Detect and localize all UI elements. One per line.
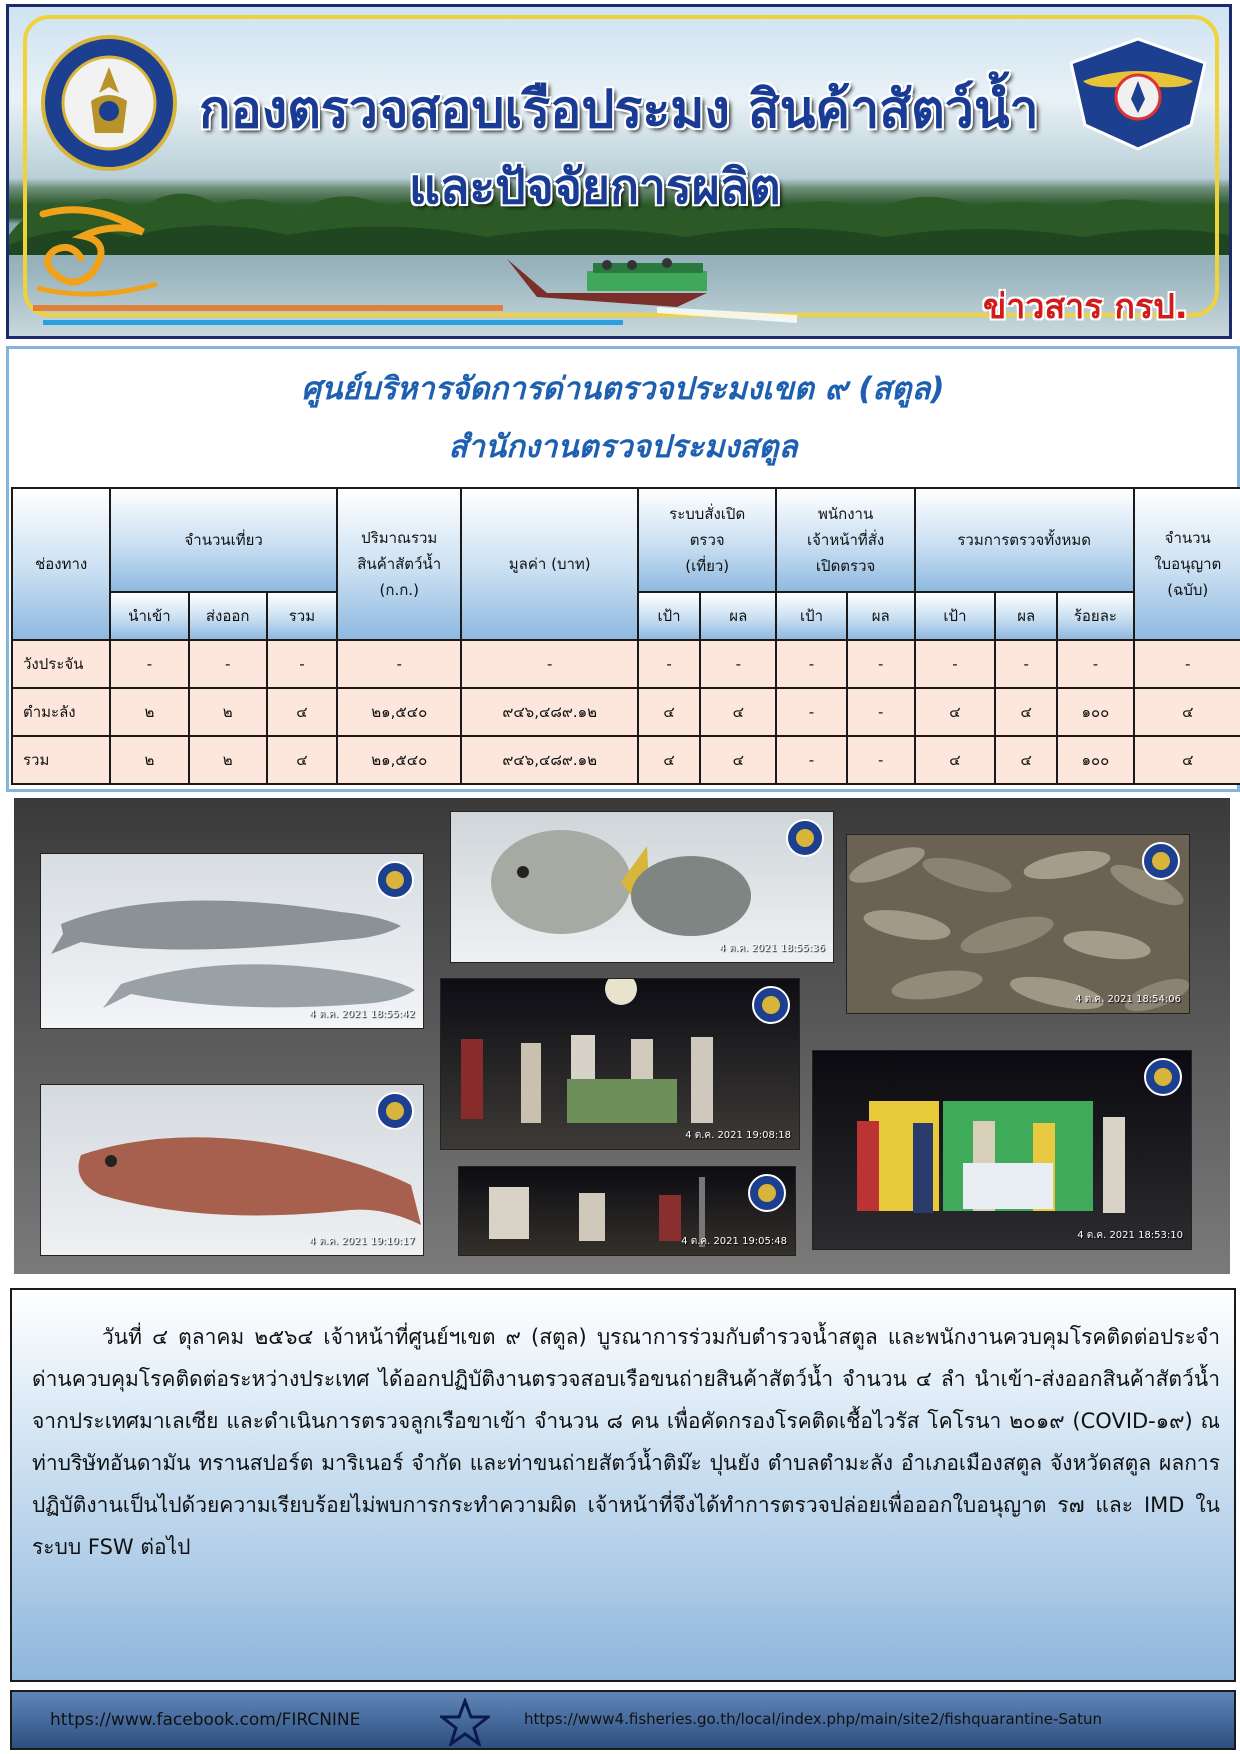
table-cell: - xyxy=(461,640,638,688)
table-cell: - xyxy=(638,640,700,688)
header-all-result: ผล xyxy=(995,592,1057,640)
facebook-link[interactable]: https://www.facebook.com/FIRCNINE xyxy=(50,1710,361,1730)
blue-stripe xyxy=(43,320,623,325)
photo-night-inspection-team xyxy=(440,978,800,1150)
news-label: ข่าวสาร กรป. xyxy=(983,287,1188,327)
table-cell: ๔ xyxy=(1134,736,1240,784)
photo-timestamp: 4 ต.ค. 2021 19:08:18 xyxy=(685,1130,791,1141)
header-trips-total: รวม xyxy=(267,592,337,640)
section-title-line1: ศูนย์บริหารจัดการด่านตรวจประมงเขต ๙ (สตูล) xyxy=(301,371,945,407)
team-image xyxy=(441,979,800,1150)
header-trips-out: ส่งออก xyxy=(189,592,267,640)
table-cell: ๙๔๖,๔๘๙.๑๒ xyxy=(461,736,638,784)
table-cell: - xyxy=(776,688,846,736)
orange-stripe xyxy=(33,305,503,311)
news-paragraph: วันที่ ๔ ตุลาคม ๒๕๖๔ เจ้าหน้าที่ศูนย์ฯเขต ๙ (สตูล) บูรณาการร่วมกับตำรวจน้ำสตูล และพนักงานควบคุมโรคติดต่อประจำด่านควบคุมโรคติดต่อระหว่างประเทศ ได้ออกปฏิบัติงานตรวจสอบเรือขนถ่ายสินค้าสัตว์น้ำ จำนวน ๔ ลำ นำเข้า-ส่งออกสินค้าสัตว์น้ำจากประเทศมาเลเซีย และดำเนินการตรวจลูกเรือขาเข้า จำนวน ๘ คน เพื่อคัดกรองโรคติดเชื้อไวรัส โคโรนา ๒๐๑๙ (COVID-๑๙) ณ ท่าบริษัทอันดามัน ทรานสปอร์ต มาริเนอร์ จำกัด และท่าขนถ่ายสัตว์น้ำติม๊ะ ปุนยัง ตำบลตำมะลัง อำเภอเมืองสตูล จังหวัดสตูล ผลการปฏิบัติงานเป็นไปด้วยความเรียบร้อยไม่พบการกระทำความผิด เจ้าหน้าที่จึงได้ทำการตรวจปล่อยเพื่อออกใบอนุญาต ร๗ และ IMD ในระบบ FSW ต่อไป xyxy=(32,1325,1220,1559)
header-banner xyxy=(6,4,1232,339)
fishery-inspection-badge-icon xyxy=(1063,33,1213,153)
photo-timestamp: 4 ต.ค. 2021 18:55:36 xyxy=(719,943,825,954)
fisheries-logo-icon xyxy=(747,1173,787,1213)
photo-timestamp: 4 ต.ค. 2021 19:10:17 xyxy=(309,1236,415,1247)
header-trips-in: นำเข้า xyxy=(110,592,188,640)
banner-title-line2: และปัจจัยการผลิต xyxy=(409,159,781,215)
statistics-section xyxy=(6,346,1240,792)
photo-pomfret-fish xyxy=(450,811,834,963)
header-channel: ช่องทาง xyxy=(12,488,110,640)
table-cell: ๔ xyxy=(995,736,1057,784)
table-cell: รวม xyxy=(12,736,110,784)
table-cell: - xyxy=(995,640,1057,688)
photo-red-fish xyxy=(40,1084,424,1256)
fisheries-logo-icon xyxy=(1143,1057,1183,1097)
photo-fish-pile xyxy=(846,834,1190,1014)
table-cell: - xyxy=(700,640,776,688)
header-order-result: ผล xyxy=(700,592,776,640)
table-cell: - xyxy=(847,688,915,736)
fish-image xyxy=(41,854,424,1029)
table-cell: ๔ xyxy=(995,688,1057,736)
table-row xyxy=(12,640,1240,688)
table-cell: - xyxy=(847,640,915,688)
table-cell: - xyxy=(776,640,846,688)
inspection-statistics-table xyxy=(11,487,1240,785)
section-title-line2: สำนักงานตรวจประมงสตูล xyxy=(448,429,798,465)
table-cell: ๒๑,๕๔๐ xyxy=(337,688,461,736)
table-cell: - xyxy=(776,736,846,784)
photo-team-with-crates xyxy=(812,1050,1192,1250)
photo-night-port xyxy=(458,1166,796,1256)
header-all-percent: ร้อยละ xyxy=(1057,592,1133,640)
patrol-boat-image xyxy=(507,253,797,323)
table-cell: - xyxy=(189,640,267,688)
photo-timestamp: 4 ต.ค. 2021 18:54:06 xyxy=(1075,994,1181,1005)
header-officer: พนักงาน เจ้าหน้าที่สั่ง เปิดตรวจ xyxy=(776,488,914,592)
fisheries-logo-icon xyxy=(751,985,791,1025)
region-nine-emblem-icon xyxy=(33,202,163,302)
table-cell: ๔ xyxy=(700,736,776,784)
header-order-system: ระบบสั่งเปิด ตรวจ (เที่ยว) xyxy=(638,488,776,592)
table-cell: ๒ xyxy=(110,736,188,784)
table-cell: ๒๑,๕๔๐ xyxy=(337,736,461,784)
table-row xyxy=(12,736,1240,784)
table-cell: - xyxy=(847,736,915,784)
star-icon xyxy=(440,1698,490,1746)
header-permits: จำนวน ใบอนุญาต (ฉบับ) xyxy=(1134,488,1240,640)
table-cell: ๔ xyxy=(267,688,337,736)
header-trips: จำนวนเที่ยว xyxy=(110,488,337,592)
table-cell: ๔ xyxy=(915,688,995,736)
fisheries-logo-icon xyxy=(785,818,825,858)
website-link[interactable]: https://www4.fisheries.go.th/local/index.php/main/site2/fishquarantine-Satun xyxy=(524,1710,1102,1728)
table-cell: - xyxy=(337,640,461,688)
table-cell: ๔ xyxy=(915,736,995,784)
photo-collage xyxy=(14,798,1230,1274)
table-cell: ๔ xyxy=(267,736,337,784)
fisheries-logo-icon xyxy=(1141,841,1181,881)
table-cell: ๔ xyxy=(638,736,700,784)
header-all-target: เป้า xyxy=(915,592,995,640)
photo-fish-on-ice xyxy=(40,853,424,1029)
header-order-target: เป้า xyxy=(638,592,700,640)
header-officer-result: ผล xyxy=(847,592,915,640)
fish-image xyxy=(41,1085,424,1256)
table-cell: - xyxy=(1057,640,1133,688)
table-row xyxy=(12,688,1240,736)
fisheries-logo-icon xyxy=(375,1091,415,1131)
table-cell: ๙๔๖,๔๘๙.๑๒ xyxy=(461,688,638,736)
header-officer-target: เป้า xyxy=(776,592,846,640)
photo-timestamp: 4 ต.ค. 2021 19:05:48 xyxy=(681,1236,787,1247)
table-cell: ๔ xyxy=(1134,688,1240,736)
table-cell: - xyxy=(1134,640,1240,688)
table-cell: ๒ xyxy=(189,736,267,784)
table-cell: ๒ xyxy=(110,688,188,736)
department-of-fisheries-seal-icon xyxy=(39,33,179,173)
banner-title-line1: กองตรวจสอบเรือประมง สินค้าสัตว์น้ำ xyxy=(199,80,1039,140)
fish-pile-image xyxy=(847,835,1190,1014)
table-cell: วังประจัน xyxy=(12,640,110,688)
table-cell: ๔ xyxy=(700,688,776,736)
fisheries-logo-icon xyxy=(375,860,415,900)
table-cell: - xyxy=(110,640,188,688)
team-image xyxy=(813,1051,1192,1250)
footer-bar xyxy=(10,1690,1236,1750)
table-cell: ตำมะลัง xyxy=(12,688,110,736)
table-cell: ๒ xyxy=(189,688,267,736)
header-all-inspections: รวมการตรวจทั้งหมด xyxy=(915,488,1134,592)
table-cell: - xyxy=(267,640,337,688)
photo-timestamp: 4 ต.ค. 2021 18:53:10 xyxy=(1077,1230,1183,1241)
photo-timestamp: 4 ต.ค. 2021 18:55:42 xyxy=(309,1009,415,1020)
table-cell: ๑๐๐ xyxy=(1057,736,1133,784)
news-text-box xyxy=(10,1288,1236,1682)
header-value: มูลค่า (บาท) xyxy=(461,488,638,640)
table-cell: ๔ xyxy=(638,688,700,736)
header-quantity: ปริมาณรวม สินค้าสัตว์น้ำ (ก.ก.) xyxy=(337,488,461,640)
table-cell: ๑๐๐ xyxy=(1057,688,1133,736)
table-cell: - xyxy=(915,640,995,688)
